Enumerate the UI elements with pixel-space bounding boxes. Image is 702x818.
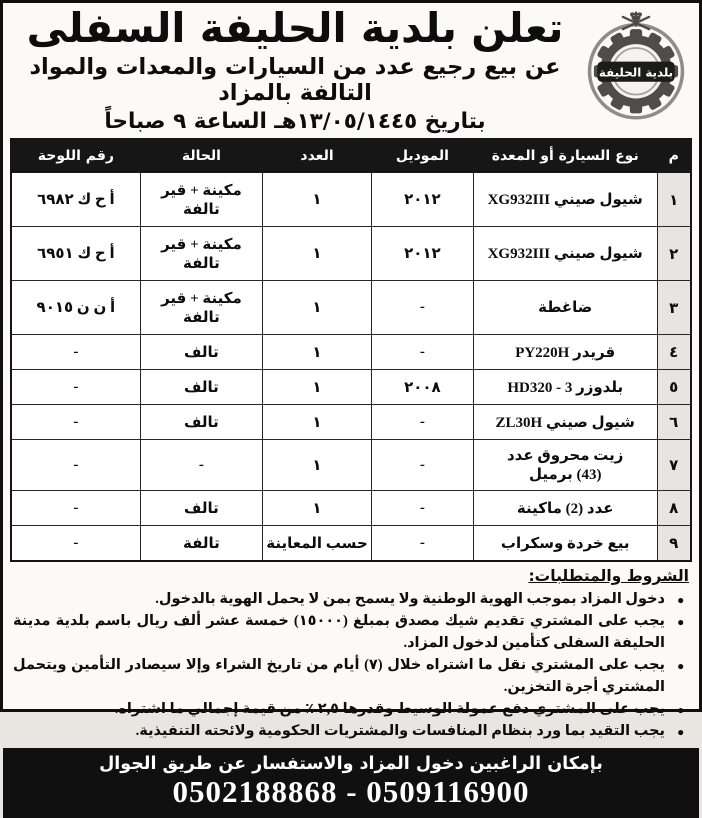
cell-model: - bbox=[371, 405, 473, 440]
cell-quantity: ١ bbox=[263, 491, 372, 526]
col-header-plate-number: رقم اللوحة bbox=[11, 139, 140, 173]
table-row bbox=[11, 227, 691, 281]
cell-plate-number: - bbox=[11, 405, 140, 440]
cell-model: - bbox=[371, 281, 473, 335]
table-row bbox=[11, 173, 691, 227]
col-header-condition: الحالة bbox=[140, 139, 262, 173]
cell-plate-number: - bbox=[11, 335, 140, 370]
palm-swords-icon bbox=[623, 13, 649, 30]
col-header-item-type: نوع السيارة أو المعدة bbox=[473, 139, 657, 173]
cell-quantity: ١ bbox=[263, 370, 372, 405]
terms-list bbox=[13, 588, 689, 742]
subtitle: عن بيع رجيع عدد من السيارات والمعدات والمواد التالفة بالمزاد bbox=[29, 54, 561, 107]
cell-condition: مكينة + قير تالفة bbox=[140, 281, 262, 335]
cell-condition: تالف bbox=[140, 405, 262, 440]
cell-model: - bbox=[371, 526, 473, 562]
cell-plate-number: - bbox=[11, 370, 140, 405]
cell-item-type: ضاغطة bbox=[473, 281, 657, 335]
table-row bbox=[11, 370, 691, 405]
cell-condition: تالف bbox=[140, 370, 262, 405]
cell-condition: تالف bbox=[140, 335, 262, 370]
cell-condition: - bbox=[140, 440, 262, 491]
term-item: • يجب التقيد بما ورد بنظام المنافسات والمشتريات الحكومية ولائحته التنفيذية. bbox=[13, 720, 689, 742]
cell-model: - bbox=[371, 440, 473, 491]
col-header-quantity: العدد bbox=[263, 139, 372, 173]
contact-info-text: بإمكان الراغبين دخول المزاد والاستفسار عن طريق الجوال bbox=[99, 754, 603, 775]
footer-contact-bar bbox=[3, 748, 699, 818]
table-row bbox=[11, 491, 691, 526]
cell-condition: مكينة + قير تالفة bbox=[140, 227, 262, 281]
cell-quantity: ١ bbox=[263, 173, 372, 227]
phone-numbers: 0502188868 - 0509116900 bbox=[172, 774, 530, 810]
cell-item-type: شيول صيني XG932III bbox=[473, 227, 657, 281]
gear-emblem-icon bbox=[579, 8, 693, 124]
cell-condition: مكينة + قير تالفة bbox=[140, 173, 262, 227]
terms-heading: الشروط والمتطلبات: bbox=[528, 567, 689, 586]
cell-index: ٥ bbox=[657, 370, 691, 405]
cell-quantity: ١ bbox=[263, 440, 372, 491]
cell-model: ٢٠١٢ bbox=[371, 173, 473, 227]
cell-plate-number: - bbox=[11, 440, 140, 491]
cell-plate-number: أ ن ن ٩٠١٥ bbox=[11, 281, 140, 335]
table-row bbox=[11, 440, 691, 491]
cell-quantity: ١ bbox=[263, 335, 372, 370]
cell-quantity: ١ bbox=[263, 227, 372, 281]
cell-item-type: عدد (2) ماكينة bbox=[473, 491, 657, 526]
cell-index: ٦ bbox=[657, 405, 691, 440]
cell-index: ٣ bbox=[657, 281, 691, 335]
cell-model: - bbox=[371, 335, 473, 370]
table-row bbox=[11, 405, 691, 440]
cell-index: ٧ bbox=[657, 440, 691, 491]
cell-item-type: بلدوزر 3 - HD320 bbox=[473, 370, 657, 405]
municipality-emblem-icon bbox=[573, 6, 693, 128]
cell-quantity: ١ bbox=[263, 281, 372, 335]
cell-plate-number: أ ح ك ٦٩٥١ bbox=[11, 227, 140, 281]
table-row bbox=[11, 281, 691, 335]
term-item: • يجب على المشتري نقل ما اشتراه خلال (٧) أيام من تاريخ الشراء وإلا سيصادر التأمين ويتحمل المشتري أجرة التخزين. bbox=[13, 654, 689, 698]
table-header-row bbox=[11, 139, 691, 173]
cell-item-type: شيول صيني ZL30H bbox=[473, 405, 657, 440]
cell-model: ٢٠١٢ bbox=[371, 227, 473, 281]
auction-date-line: بتاريخ ١٣/٠٥/١٤٤٥هـ الساعة ٩ صباحاً bbox=[104, 109, 486, 135]
cell-index: ٤ bbox=[657, 335, 691, 370]
cell-plate-number: - bbox=[11, 491, 140, 526]
term-item: • دخول المزاد بموجب الهوية الوطنية ولا يسمح بمن لا يحمل الهوية بالدخول. bbox=[13, 588, 689, 610]
header bbox=[3, 3, 699, 136]
auction-items-table bbox=[10, 138, 692, 562]
terms-section bbox=[3, 562, 699, 748]
table-row bbox=[11, 526, 691, 562]
cell-model: - bbox=[371, 491, 473, 526]
emblem-banner-label: بلدية الحليفة bbox=[598, 65, 674, 80]
cell-index: ١ bbox=[657, 173, 691, 227]
cell-item-type: شيول صيني XG932III bbox=[473, 173, 657, 227]
cell-model: ٢٠٠٨ bbox=[371, 370, 473, 405]
cell-condition: تالف bbox=[140, 491, 262, 526]
table-row bbox=[11, 335, 691, 370]
cell-quantity: حسب المعاينة bbox=[263, 526, 372, 562]
col-header-index: م bbox=[657, 139, 691, 173]
cell-index: ٢ bbox=[657, 227, 691, 281]
col-header-model: الموديل bbox=[371, 139, 473, 173]
cell-index: ٨ bbox=[657, 491, 691, 526]
cell-item-type: قريدر PY220H bbox=[473, 335, 657, 370]
cell-item-type: زيت محروق عدد (43) برميل bbox=[473, 440, 657, 491]
main-title: تعلن بلدية الحليفة السفلى bbox=[26, 4, 564, 52]
cell-item-type: بيع خردة وسكراب bbox=[473, 526, 657, 562]
cell-index: ٩ bbox=[657, 526, 691, 562]
term-item: • يجب على المشتري دفع عمولة الوسيط وقدرها ٢,٥ ٪ من قيمة إجمالي ما اشتراه. bbox=[13, 698, 689, 720]
cell-condition: تالفة bbox=[140, 526, 262, 562]
term-item: • يجب على المشتري تقديم شيك مصدق بمبلغ (١٥٠٠٠) خمسة عشر ألف ريال باسم بلدية مدينة الحليفة السفلى كتأمين لدخول المزاد. bbox=[13, 610, 689, 654]
cell-plate-number: أ ح ك ٦٩٨٢ bbox=[11, 173, 140, 227]
cell-quantity: ١ bbox=[263, 405, 372, 440]
cell-plate-number: - bbox=[11, 526, 140, 562]
header-titles bbox=[9, 6, 573, 134]
